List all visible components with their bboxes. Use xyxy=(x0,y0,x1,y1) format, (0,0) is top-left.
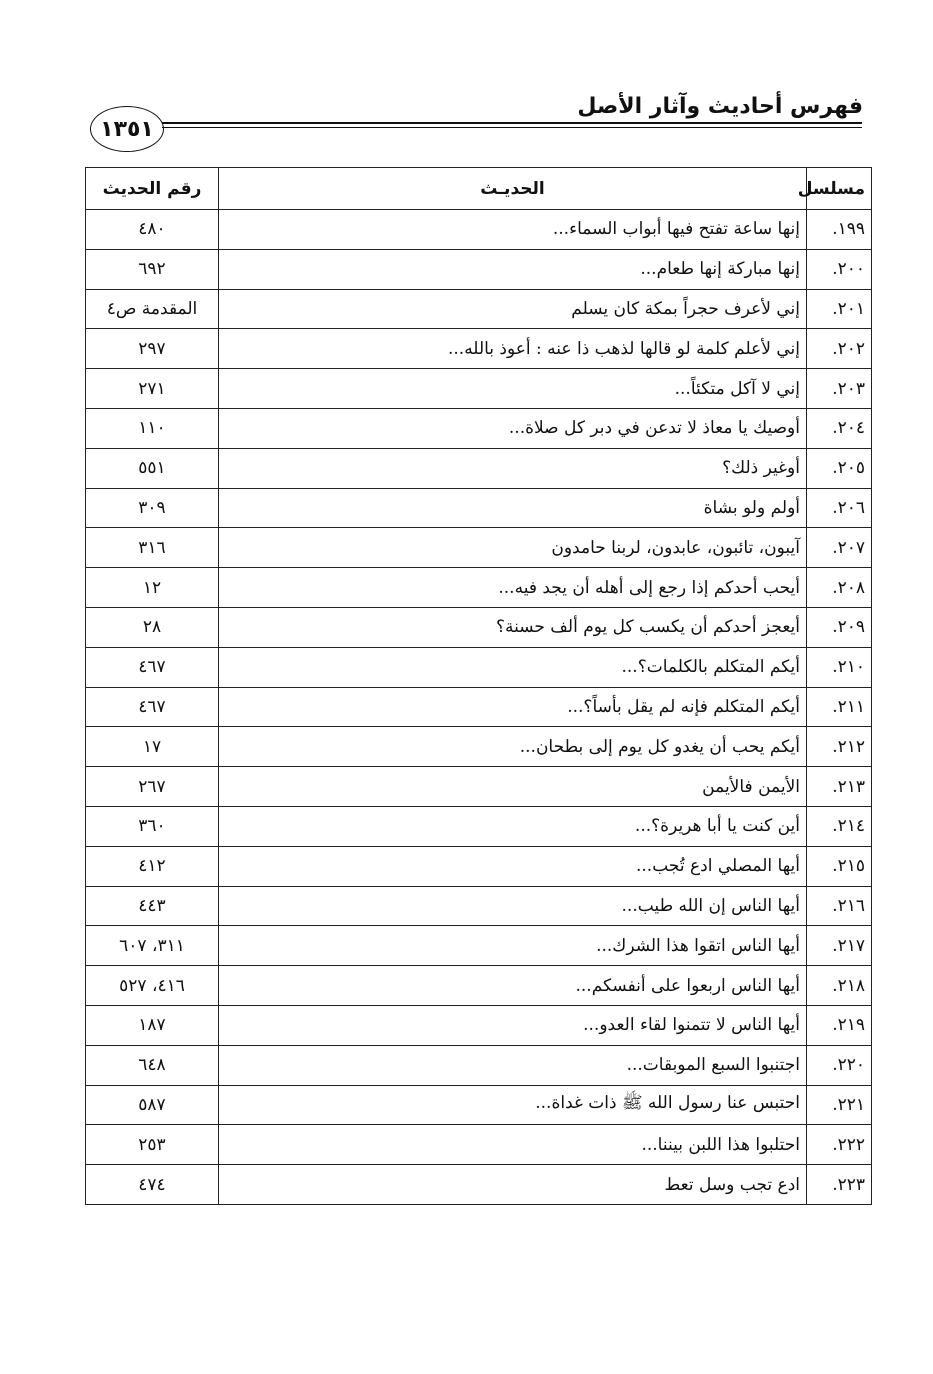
serial-cell: ٢١٠. xyxy=(807,647,872,687)
hadith-cell: أولم ولو بشاة xyxy=(219,488,807,528)
hadith-cell: أيها الناس إن الله طيب... xyxy=(219,886,807,926)
reference-cell: ٤١٢ xyxy=(86,846,219,886)
hadith-cell: أيكم المتكلم بالكلمات؟... xyxy=(219,647,807,687)
running-title: فهرس أحاديث وآثار الأصل xyxy=(567,94,863,119)
hadith-cell: احتلبوا هذا اللبن بيننا... xyxy=(219,1125,807,1165)
hadith-cell: اجتنبوا السبع الموبقات... xyxy=(219,1045,807,1085)
header-rule-thin xyxy=(162,127,862,128)
hadith-cell: إنها ساعة تفتح فيها أبواب السماء... xyxy=(219,210,807,250)
table-row xyxy=(86,1045,872,1085)
serial-cell: ٢٠٦. xyxy=(807,488,872,528)
serial-cell: ٢١٦. xyxy=(807,886,872,926)
table-row xyxy=(86,846,872,886)
table-row xyxy=(86,448,872,488)
table-row xyxy=(86,1165,872,1205)
hadith-cell: إني لا آكل متكئاً... xyxy=(219,369,807,409)
table-row xyxy=(86,767,872,807)
reference-cell: ٤٦٧ xyxy=(86,687,219,727)
reference-cell: ٣١١، ٦٠٧ xyxy=(86,926,219,966)
hadith-cell: أيحب أحدكم إذا رجع إلى أهله أن يجد فيه... xyxy=(219,568,807,608)
reference-cell: ١٢ xyxy=(86,568,219,608)
header-rule xyxy=(162,122,862,124)
hadith-cell: أيكم المتكلم فإنه لم يقل بأساً؟... xyxy=(219,687,807,727)
hadith-cell: إنها مباركة إنها طعام... xyxy=(219,249,807,289)
serial-cell: ٢١٥. xyxy=(807,846,872,886)
hadith-cell: أوغير ذلك؟ xyxy=(219,448,807,488)
reference-cell: ٤١٦، ٥٢٧ xyxy=(86,966,219,1006)
serial-cell: ٢١٩. xyxy=(807,1005,872,1045)
hadith-cell: آيبون، تائبون، عابدون، لربنا حامدون xyxy=(219,528,807,568)
column-header-ref: رقم الحديث xyxy=(86,168,219,210)
reference-cell: ٤٦٧ xyxy=(86,647,219,687)
table-row xyxy=(86,1125,872,1165)
table-row xyxy=(86,210,872,250)
hadith-cell: أيها المصلي ادع تُجب... xyxy=(219,846,807,886)
reference-cell: المقدمة ص٤ xyxy=(86,289,219,329)
table-row xyxy=(86,249,872,289)
serial-cell: ١٩٩. xyxy=(807,210,872,250)
hadith-index-table xyxy=(85,167,872,1205)
serial-cell: ٢٢٣. xyxy=(807,1165,872,1205)
serial-cell: ٢٢٠. xyxy=(807,1045,872,1085)
hadith-cell: الأيمن فالأيمن xyxy=(219,767,807,807)
serial-cell: ٢١٧. xyxy=(807,926,872,966)
hadith-cell: أوصيك يا معاذ لا تدعن في دبر كل صلاة... xyxy=(219,408,807,448)
serial-cell: ٢١٤. xyxy=(807,806,872,846)
table-header-row xyxy=(86,168,872,210)
reference-cell: ٦٩٢ xyxy=(86,249,219,289)
hadith-cell: أيها الناس اتقوا هذا الشرك... xyxy=(219,926,807,966)
serial-cell: ٢٠٥. xyxy=(807,448,872,488)
hadith-cell: احتبس عنا رسول الله ﷺ ذات غداة... xyxy=(219,1085,807,1125)
serial-cell: ٢٠٢. xyxy=(807,329,872,369)
reference-cell: ١٧ xyxy=(86,727,219,767)
column-header-hadith: الحديـث xyxy=(219,168,807,210)
hadith-cell: أيها الناس لا تتمنوا لقاء العدو... xyxy=(219,1005,807,1045)
serial-cell: ٢١١. xyxy=(807,687,872,727)
table-row xyxy=(86,369,872,409)
reference-cell: ١١٠ xyxy=(86,408,219,448)
serial-cell: ٢٠٤. xyxy=(807,408,872,448)
table-row xyxy=(86,329,872,369)
hadith-cell: إني لأعلم كلمة لو قالها لذهب ذا عنه : أعوذ بالله... xyxy=(219,329,807,369)
serial-cell: ٢٠٨. xyxy=(807,568,872,608)
reference-cell: ٢٧١ xyxy=(86,369,219,409)
table-row xyxy=(86,607,872,647)
reference-cell: ٢٦٧ xyxy=(86,767,219,807)
reference-cell: ٣٠٩ xyxy=(86,488,219,528)
reference-cell: ٤٤٣ xyxy=(86,886,219,926)
serial-cell: ٢٢٢. xyxy=(807,1125,872,1165)
hadith-cell: أين كنت يا أبا هريرة؟... xyxy=(219,806,807,846)
page-number: ١٣٥١ xyxy=(90,106,164,152)
serial-cell: ٢١٢. xyxy=(807,727,872,767)
page-header xyxy=(0,0,933,160)
serial-cell: ٢٠٠. xyxy=(807,249,872,289)
table-row xyxy=(86,926,872,966)
serial-cell: ٢٠١. xyxy=(807,289,872,329)
reference-cell: ٢٩٧ xyxy=(86,329,219,369)
reference-cell: ٣٦٠ xyxy=(86,806,219,846)
serial-cell: ٢٢١. xyxy=(807,1085,872,1125)
hadith-cell: أيكم يحب أن يغدو كل يوم إلى بطحان... xyxy=(219,727,807,767)
reference-cell: ٥٥١ xyxy=(86,448,219,488)
table-row xyxy=(86,687,872,727)
reference-cell: ٤٧٤ xyxy=(86,1165,219,1205)
hadith-cell: أيها الناس اربعوا على أنفسكم... xyxy=(219,966,807,1006)
hadith-cell: ادع تجب وسل تعط xyxy=(219,1165,807,1205)
table-row xyxy=(86,289,872,329)
reference-cell: ٤٨٠ xyxy=(86,210,219,250)
reference-cell: ٥٨٧ xyxy=(86,1085,219,1125)
reference-cell: ١٨٧ xyxy=(86,1005,219,1045)
table-row xyxy=(86,886,872,926)
table-row xyxy=(86,727,872,767)
column-header-serial: مسلسل xyxy=(807,168,872,210)
reference-cell: ٦٤٨ xyxy=(86,1045,219,1085)
reference-cell: ٣١٦ xyxy=(86,528,219,568)
serial-cell: ٢٠٣. xyxy=(807,369,872,409)
table-row xyxy=(86,568,872,608)
table-row xyxy=(86,528,872,568)
hadith-cell: أيعجز أحدكم أن يكسب كل يوم ألف حسنة؟ xyxy=(219,607,807,647)
table-row xyxy=(86,806,872,846)
reference-cell: ٢٨ xyxy=(86,607,219,647)
table-row xyxy=(86,408,872,448)
table-row xyxy=(86,647,872,687)
serial-cell: ٢١٨. xyxy=(807,966,872,1006)
table-row xyxy=(86,1085,872,1125)
table-row xyxy=(86,966,872,1006)
hadith-cell: إني لأعرف حجراً بمكة كان يسلم xyxy=(219,289,807,329)
table-row xyxy=(86,1005,872,1045)
table-row xyxy=(86,488,872,528)
serial-cell: ٢٠٩. xyxy=(807,607,872,647)
serial-cell: ٢١٣. xyxy=(807,767,872,807)
reference-cell: ٢٥٣ xyxy=(86,1125,219,1165)
serial-cell: ٢٠٧. xyxy=(807,528,872,568)
